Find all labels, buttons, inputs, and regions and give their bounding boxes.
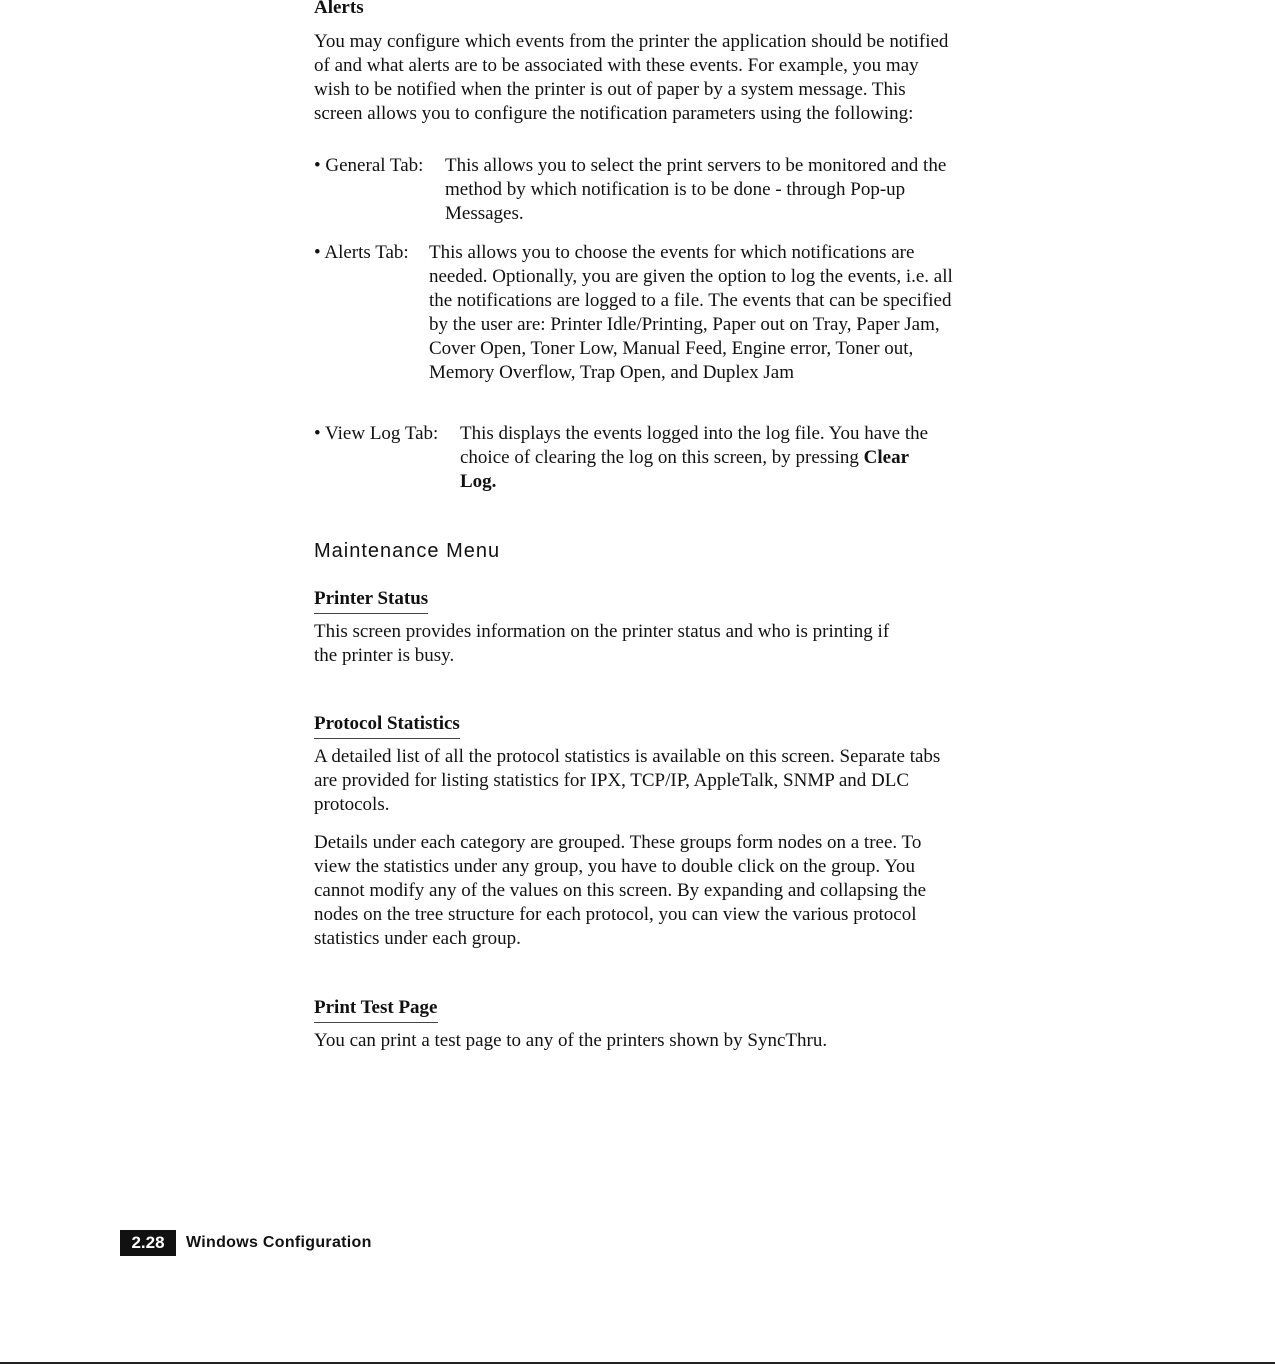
bullet-view-log-tab-label: • View Log Tab: [314, 423, 439, 444]
printer-status-title: Printer Status [314, 588, 428, 614]
bullet-general-tab-label: • General Tab: [314, 155, 424, 176]
protocol-statistics-title: Protocol Statistics [314, 713, 460, 739]
print-test-page-text: You can print a test page to any of the printers shown by SyncThru. [314, 1030, 828, 1051]
maintenance-menu-heading: Maintenance Menu [314, 540, 501, 562]
printer-status-text: This screen provides information on the printer status and who is printing if the printer is busy. [314, 621, 890, 666]
bottom-rule [0, 1362, 1275, 1364]
page-number-badge: 2.28 [120, 1230, 176, 1256]
alerts-title: Alerts [314, 0, 364, 18]
protocol-statistics-text-2: Details under each category are grouped. These groups form nodes on a tree. To view the statistics under any group, you have to double click on the group. You cannot modify any of the values on this screen. By expanding and collapsing the nodes on the tree structure for each protocol, you can view the various protocol statistics under each group. [314, 832, 927, 949]
bullet-general-tab-text: This allows you to select the print servers to be monitored and the method by which notification is to be done - through Pop-up Messages. [445, 155, 947, 224]
clear-log-label: Clear Log. [460, 447, 909, 492]
print-test-page-title: Print Test Page [314, 997, 438, 1023]
bullet-alerts-tab-text: This allows you to choose the events for which notifications are needed. Optionally, you are given the option to log the events, i.e. all the notifications are logged to a file. The events that can be specified by the user are: Printer Idle/Printing, Paper out on Tray, Paper Jam, Cover Open, Toner Low, Manual Feed, Engine error, Toner out, Memory Overflow, Trap Open, and Duplex Jam [429, 242, 953, 383]
bullet-view-log-tab-text: This displays the events logged into the log file. You have the choice of clearing the log on this screen, by pressing Clear Log. [460, 423, 929, 492]
footer-chapter-title: Windows Configuration [186, 1234, 372, 1251]
bullet-alerts-tab-label: • Alerts Tab: [314, 242, 409, 263]
alerts-intro: You may configure which events from the printer the application should be notified of and what alerts are to be associated with these events. For example, you may wish to be notified when the printer is out of paper by a system message. This screen allows you to configure the notification parameters using the following: [314, 31, 949, 124]
protocol-statistics-text-1: A detailed list of all the protocol statistics is available on this screen. Separate tabs are provided for listing statistics for IPX, TCP/IP, AppleTalk, SNMP and DLC protocols. [314, 746, 941, 815]
